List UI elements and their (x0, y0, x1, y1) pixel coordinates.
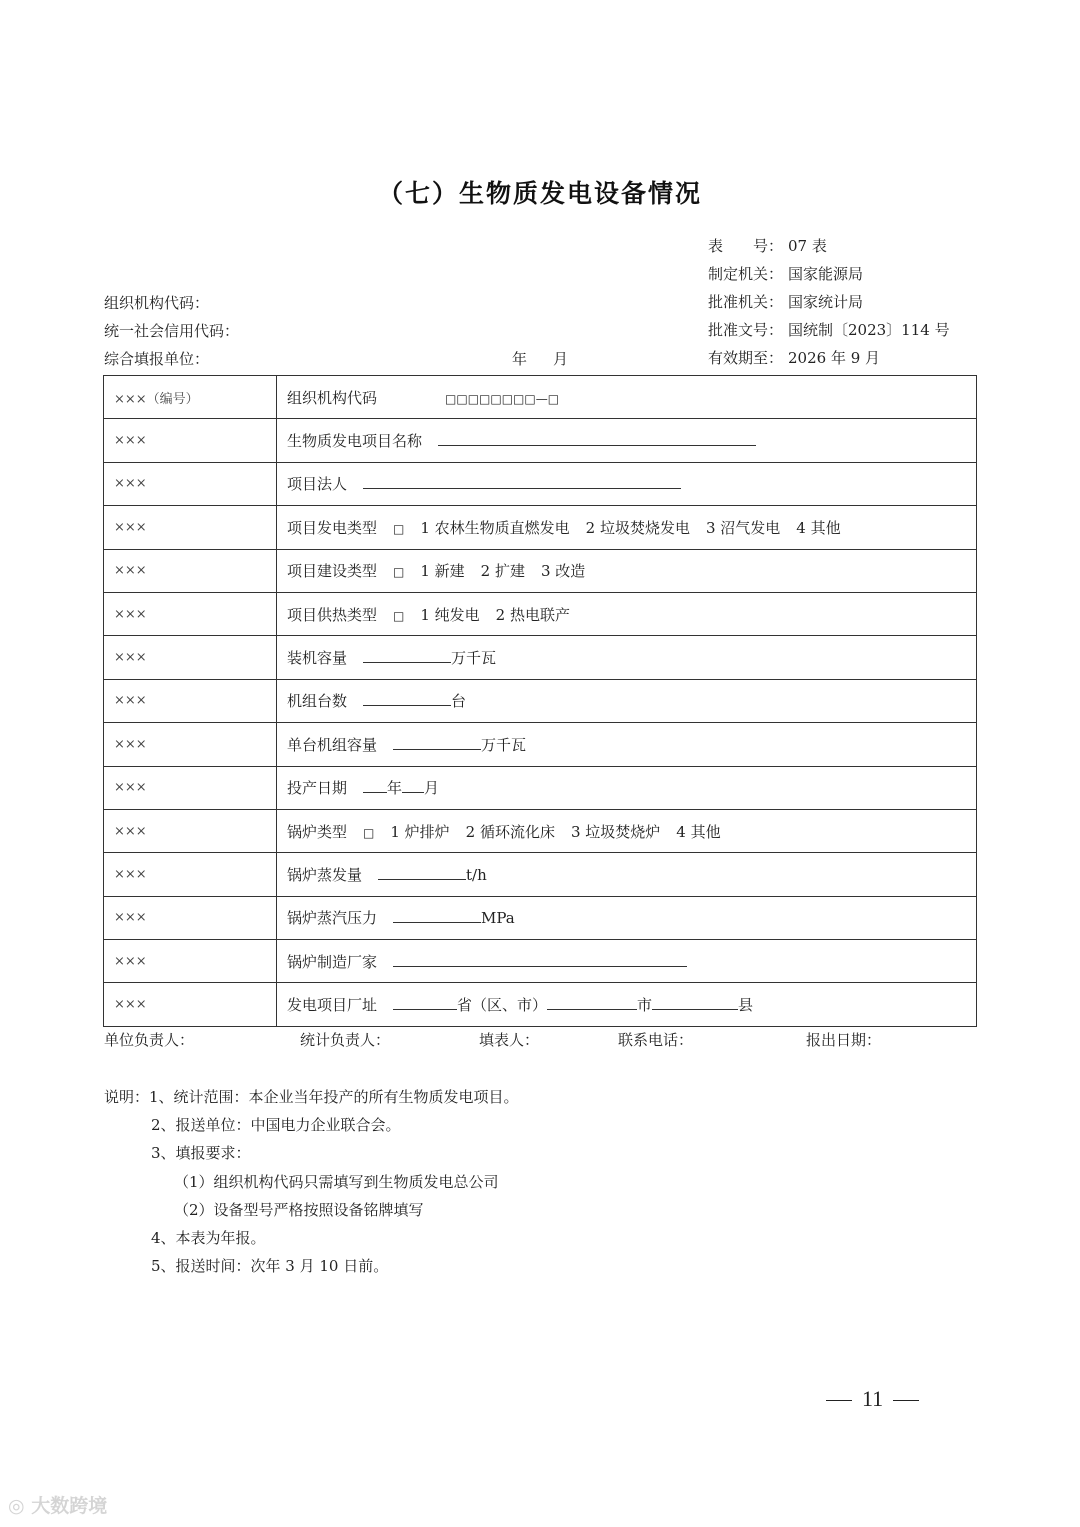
table-row (104, 376, 977, 419)
row-field: 项目法人 (277, 462, 977, 505)
single-unit-capacity-input[interactable] (393, 735, 481, 750)
note-line: 说明：1、统计范围：本企业当年投产的所有生物质发电项目。 (104, 1088, 519, 1106)
note-line: （1）组织机构代码只需填写到生物质发电总公司 (174, 1172, 499, 1191)
row-field: 生物质发电项目名称 (277, 419, 977, 462)
row-code: ××× (104, 853, 277, 896)
commission-year-input[interactable] (363, 778, 387, 793)
row-field: 锅炉类型 □ 1 炉排炉 2 循环流化床 3 垃圾焚烧炉 4 其他 (277, 809, 977, 852)
credit-code-label: 统一社会信用代码： (104, 322, 240, 340)
report-period: 年 月 (512, 350, 569, 368)
row-field: 单台机组容量 万千瓦 (277, 723, 977, 766)
org-code-boxes[interactable]: □□□□□□□□—□ (445, 391, 560, 406)
boiler-manufacturer-input[interactable] (393, 952, 687, 967)
table-row (104, 809, 977, 852)
watermark: ◎ 大数跨境 (8, 1495, 108, 1517)
org-code-label: 组织机构代码： (104, 294, 210, 312)
note-line: 5、报送时间：次年 3 月 10 日前。 (151, 1257, 389, 1276)
table-row (104, 723, 977, 766)
report-date-label: 报出日期： (806, 1031, 882, 1049)
note-line: 3、填报要求： (151, 1144, 251, 1163)
table-row (104, 462, 977, 505)
meta-approval-no: 批准文号： 国统制〔2023〕114 号 (708, 321, 950, 339)
row-code: ××× (104, 983, 277, 1026)
row-code: ××× (104, 679, 277, 722)
table-row (104, 940, 977, 983)
row-field: 锅炉制造厂家 (277, 940, 977, 983)
row-code: ××× (104, 896, 277, 939)
equipment-form-table (103, 375, 977, 1027)
row-code: ××× (104, 940, 277, 983)
row-code: ××× (104, 549, 277, 592)
province-input[interactable] (393, 995, 457, 1010)
generation-type-checkbox[interactable]: □ (393, 521, 405, 536)
capacity-input[interactable] (363, 648, 451, 663)
row-field: 装机容量 万千瓦 (277, 636, 977, 679)
city-input[interactable] (547, 995, 637, 1010)
note-line: 2、报送单位：中国电力企业联合会。 (151, 1116, 401, 1135)
county-input[interactable] (652, 995, 738, 1010)
meta-valid-until: 有效期至： 2026 年 9 月 (708, 349, 881, 367)
row-field: 组织机构代码 □□□□□□□□—□ (277, 376, 977, 419)
filler-label: 填表人： (479, 1031, 540, 1049)
row-code: ××× (104, 419, 277, 462)
table-row (104, 679, 977, 722)
row-field: 机组台数 台 (277, 679, 977, 722)
construction-type-checkbox[interactable]: □ (393, 565, 405, 580)
table-row (104, 896, 977, 939)
page-title: （七）生物质发电设备情况 (377, 179, 702, 208)
table-row (104, 549, 977, 592)
row-code: ××× (104, 766, 277, 809)
boiler-type-checkbox[interactable]: □ (363, 825, 375, 840)
note-line: 4、本表为年报。 (151, 1229, 266, 1248)
form-metadata (708, 232, 950, 372)
watermark-icon: ◎ (8, 1495, 25, 1517)
unit-count-input[interactable] (363, 691, 451, 706)
stat-head-label: 统计负责人： (300, 1031, 391, 1049)
row-code: ××× (104, 636, 277, 679)
row-field: 项目供热类型 □ 1 纯发电 2 热电联产 (277, 592, 977, 635)
table-row (104, 983, 977, 1026)
row-field: 锅炉蒸汽压力 MPa (277, 896, 977, 939)
row-field: 项目发电类型 □ 1 农林生物质直燃发电 2 垃圾焚烧发电 3 沼气发电 4 其他 (277, 506, 977, 549)
notes (104, 1083, 519, 1280)
phone-label: 联系电话： (618, 1031, 694, 1049)
row-code: ××× (104, 506, 277, 549)
meta-table-no: 表 号： 07 表 (708, 237, 827, 255)
boiler-evaporation-input[interactable] (378, 865, 466, 880)
legal-entity-input[interactable] (363, 474, 681, 489)
table-row (104, 853, 977, 896)
meta-approver: 批准机关： 国家统计局 (708, 293, 864, 311)
note-line: （2）设备型号严格按照设备铭牌填写 (174, 1200, 424, 1219)
row-field: 项目建设类型 □ 1 新建 2 扩建 3 改造 (277, 549, 977, 592)
table-row (104, 636, 977, 679)
table-row (104, 419, 977, 462)
commission-month-input[interactable] (402, 778, 424, 793)
row-field: 锅炉蒸发量 t/h (277, 853, 977, 896)
row-code: ××× (104, 809, 277, 852)
page-number: 11 (826, 1386, 919, 1412)
table-row (104, 506, 977, 549)
row-code: ××× (104, 723, 277, 766)
table-row (104, 766, 977, 809)
boiler-pressure-input[interactable] (393, 908, 481, 923)
reporting-unit-label: 综合填报单位： (104, 350, 210, 368)
table-row (104, 592, 977, 635)
row-field: 投产日期 年 月 (277, 766, 977, 809)
unit-head-label: 单位负责人： (104, 1031, 195, 1049)
row-code: ××× (104, 592, 277, 635)
row-code: ×××（编号） (104, 376, 277, 419)
reporter-info (104, 289, 239, 373)
meta-issuer: 制定机关： 国家能源局 (708, 265, 864, 283)
project-name-input[interactable] (438, 431, 756, 446)
heating-type-checkbox[interactable]: □ (393, 608, 405, 623)
row-code: ××× (104, 462, 277, 505)
row-field: 发电项目厂址 省（区、市） 市 县 (277, 983, 977, 1026)
